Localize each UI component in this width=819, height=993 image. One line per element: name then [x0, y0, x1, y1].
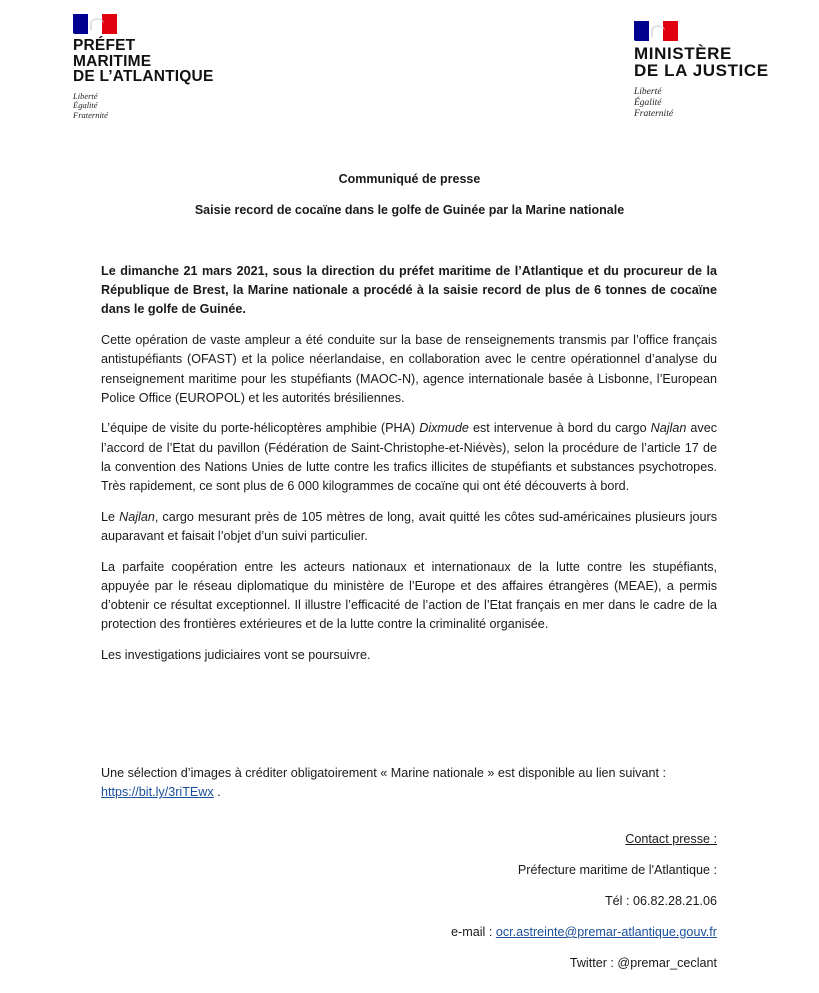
images-note: Une sélection d’images à créditer obligatoirement « Marine nationale » est disponible au lien suivant : https://bit.ly/3riTEwx .	[101, 764, 741, 802]
paragraph-operation: Cette opération de vaste ampleur a été conduite sur la base de renseignements transmis par l’office français antistupéfiants (OFAST) et la police néerlandaise, en collaboration avec le centre opérationnel d’analyse du renseignement maritime pour les stupéfiants (MAOC-N), agence internationale basée à Lisbonne, l’European Police Office (EUROPOL) et les autorités brésiliennes.	[101, 333, 717, 405]
press-release-body	[101, 262, 717, 677]
institution-name: PRÉFET MARITIME DE L’ATLANTIQUE	[73, 37, 214, 85]
contact-title: Contact presse :	[625, 832, 717, 846]
republic-motto: Liberté Égalité Fraternité	[634, 87, 674, 119]
paragraph-cooperation: La parfaite coopération entre les acteurs nationaux et internationaux de la lutte contre les stupéfiants, appuyée par le réseau diplomatique du ministère de l’Europe et des affaires étrangères (MEAE), a permis d’obtenir ce résultat exceptionnel. Il illustre l’efficacité de l’action de l’Etat français en mer dans le cadre de la protection des frontières extérieures et de la lutte contre la criminalité organisée.	[101, 559, 717, 632]
contact-email-link[interactable]: ocr.astreinte@premar-atlantique.gouv.fr	[495, 925, 717, 939]
ship-name: Najlan	[650, 421, 687, 436]
images-note-text: Une sélection d’images à créditer obligatoirement « Marine nationale » est disponible au lien suivant :	[101, 766, 666, 780]
contact-phone: Tél : 06.82.28.21.06	[604, 894, 717, 908]
paragraph-boarding: L’équipe de visite du porte-hélicoptères amphibie (PHA) Dixmude est intervenue à bord du cargo Najlan avec l’accord de l’Etat du pavillon (Fédération de Saint-Christophe-et-Niévès), selon la procédure de l’article 17 de la convention des Nations Unies de lutte contre les trafics illicites de stupéfiants et substances psychotropes. Très rapidement, ce sont plus de 6 000 kilogrammes de cocaïne qui ont été découverts à bord.	[101, 421, 717, 494]
republic-motto: Liberté Égalité Fraternité	[73, 90, 108, 120]
contact-email-line: e-mail : ocr.astreinte@premar-atlantique.gouv.fr	[451, 925, 717, 939]
institution-name: MINISTÈRE DE LA JUSTICE	[634, 44, 769, 80]
document-title: Saisie record de cocaïne dans le golfe de Guinée par la Marine nationale	[194, 203, 625, 217]
document-type-heading: Communiqué de presse	[338, 172, 481, 186]
images-link[interactable]: https://bit.ly/3riTEwx	[101, 785, 214, 799]
paragraph-investigations: Les investigations judiciaires vont se poursuivre.	[101, 647, 371, 662]
lead-paragraph: Le dimanche 21 mars 2021, sous la direction du préfet maritime de l’Atlantique et du procureur de la République de Brest, la Marine nationale a procédé à la saisie record de plus de 6 tonnes de cocaïne dans le golfe de Guinée.	[101, 264, 717, 317]
ship-name: Dixmude	[419, 421, 469, 436]
contact-twitter: Twitter : @premar_ceclant	[569, 956, 717, 970]
press-contact-block	[451, 830, 717, 985]
ship-name: Najlan	[119, 509, 155, 524]
ministere-justice-logo	[634, 21, 769, 120]
prefet-maritime-logo	[73, 14, 214, 120]
marianne-flag-icon	[73, 14, 117, 34]
paragraph-cargo: Le Najlan, cargo mesurant près de 105 mètres de long, avait quitté les côtes sud-américaines plusieurs jours auparavant et faisait l’objet d’un suivi particulier.	[101, 509, 717, 543]
marianne-flag-icon	[634, 21, 678, 41]
contact-organization: Préfecture maritime de l'Atlantique :	[517, 863, 717, 877]
